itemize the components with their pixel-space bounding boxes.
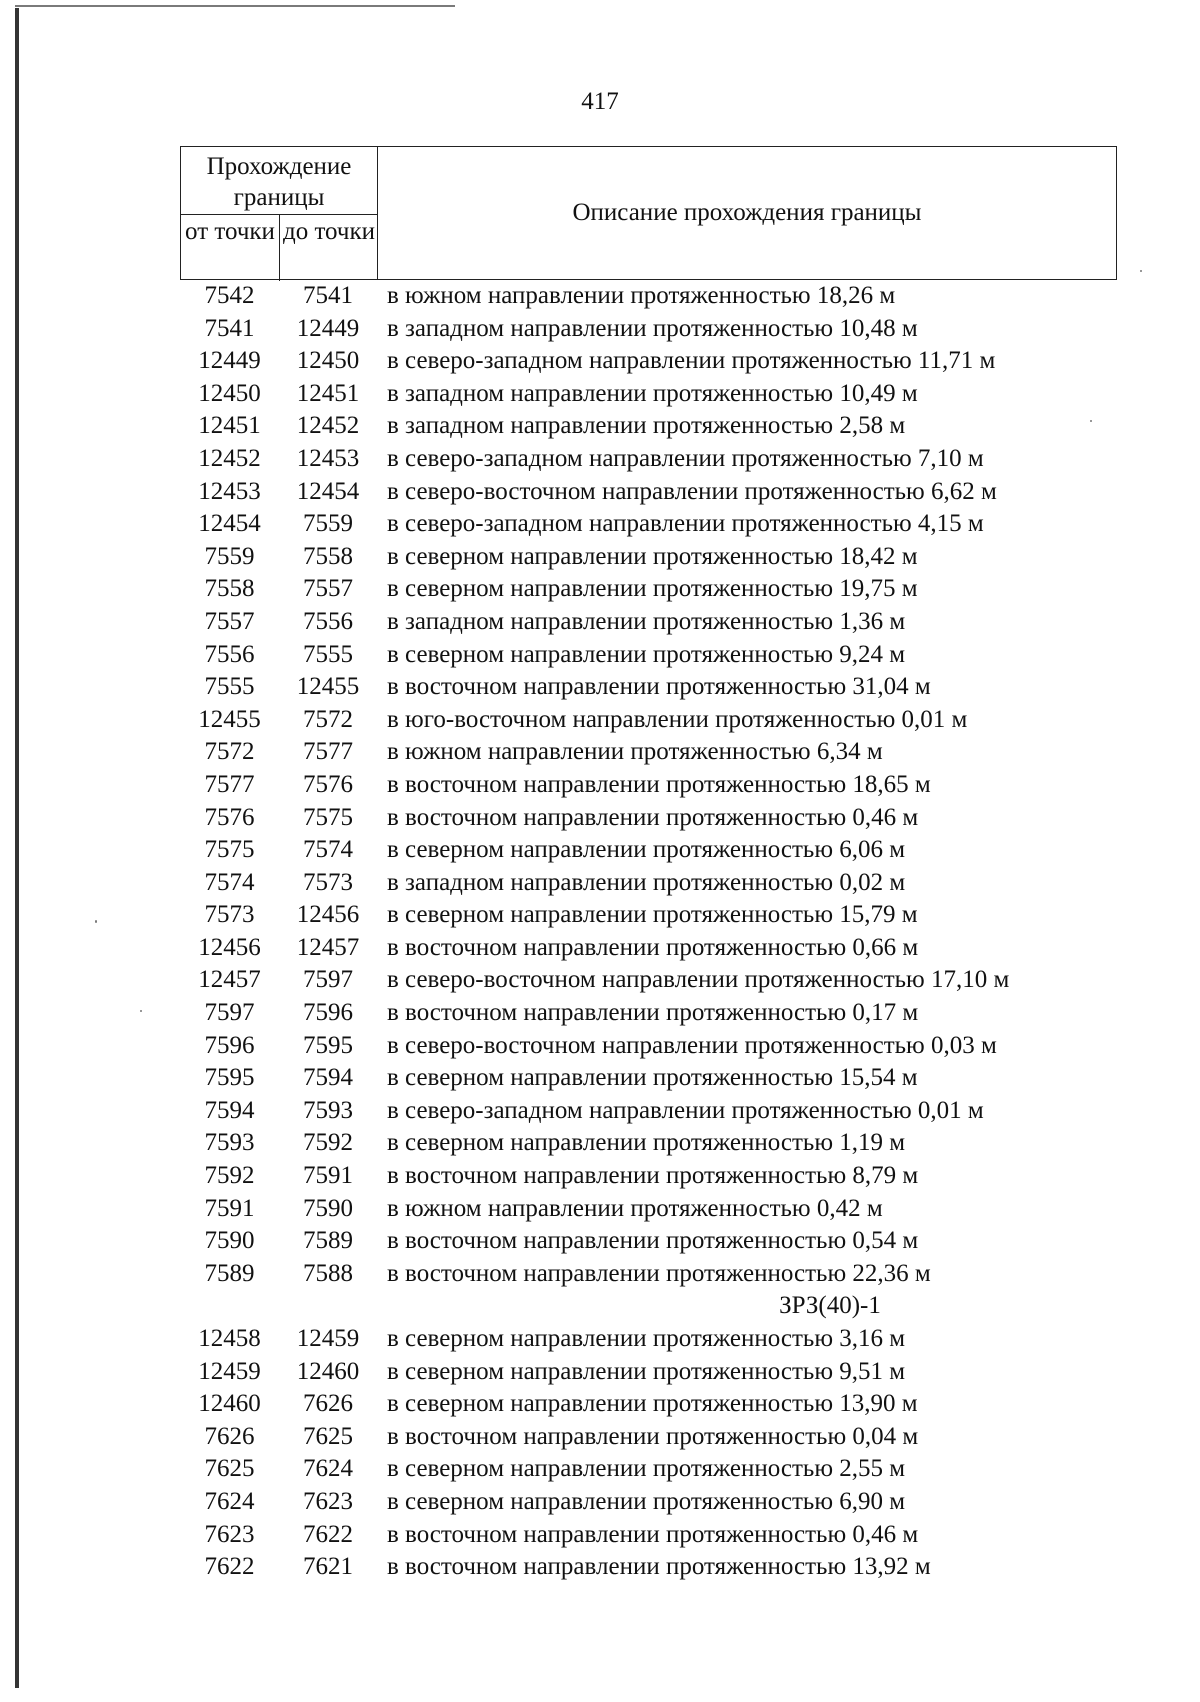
to-point-cell: 7625 (303, 1422, 353, 1450)
description-cell: в северном направлении протяженностью 9,51 м (387, 1357, 906, 1385)
from-point-cell: 7595 (204, 1064, 255, 1092)
from-point-cell: 7592 (204, 1162, 255, 1190)
table-row (0, 443, 1200, 476)
table-row (0, 1453, 1200, 1486)
to-point-cell: 12460 (296, 1357, 360, 1385)
from-point-cell: 7597 (204, 999, 255, 1027)
header-from-point: от точки (181, 215, 280, 281)
description-cell: в восточном направлении протяженностью 0,54 м (387, 1227, 919, 1255)
table-row (0, 1323, 1200, 1356)
to-point-cell: 7541 (303, 282, 353, 309)
to-point-cell: 12457 (296, 933, 360, 961)
description-cell: в северо-восточном направлении протяженностью 17,10 м (387, 966, 1010, 994)
to-point-cell: 7597 (303, 966, 353, 994)
description-cell: в западном направлении протяженностью 10,49 м (387, 379, 918, 407)
from-point-cell: 7623 (204, 1520, 255, 1548)
table-row (0, 802, 1200, 835)
from-point-cell: 7575 (204, 836, 255, 864)
to-point-cell: 12459 (296, 1325, 360, 1352)
description-cell: в северном направлении протяженностью 9,24 м (387, 640, 906, 668)
page-number: 417 (581, 88, 619, 115)
to-point-cell: 7575 (303, 803, 353, 831)
description-cell: в юго-восточном направлении протяженностью 0,01 м (387, 705, 968, 733)
from-point-cell: 7542 (204, 282, 255, 309)
scan-speck (1090, 420, 1092, 422)
from-point-cell: 7594 (204, 1096, 255, 1124)
to-point-cell: 7592 (303, 1129, 353, 1157)
table-row (0, 313, 1200, 346)
description-cell: в северо-западном направлении протяженностью 0,01 м (387, 1096, 984, 1124)
to-point-cell: 12450 (296, 347, 360, 375)
from-point-cell: 7589 (204, 1259, 255, 1287)
header-description: Описание прохождения границы (572, 199, 922, 226)
description-cell: в южном направлении протяженностью 0,42 м (387, 1194, 883, 1222)
from-point-cell: 7622 (204, 1553, 255, 1581)
from-point-cell: 12451 (198, 412, 261, 440)
to-point-cell: 12454 (296, 477, 360, 505)
description-cell: в северном направлении протяженностью 1,19 м (387, 1129, 906, 1157)
to-point-cell: 7572 (303, 705, 353, 733)
table-row (0, 1258, 1200, 1291)
from-point-cell: 7596 (204, 1031, 255, 1059)
description-cell: в западном направлении протяженностью 10,48 м (387, 314, 918, 342)
to-point-cell: 7557 (303, 575, 353, 603)
from-point-cell: 7626 (204, 1422, 255, 1450)
from-point-cell: 12459 (198, 1357, 261, 1385)
description-cell: в южном направлении протяженностью 6,34 м (387, 738, 883, 766)
from-point-cell: 7572 (204, 738, 255, 766)
description-cell: в северном направлении протяженностью 18,42 м (387, 542, 918, 570)
table-row (0, 1095, 1200, 1128)
to-point-cell: 12453 (296, 444, 360, 472)
to-point-cell: 12452 (296, 412, 360, 440)
description-cell: в восточном направлении протяженностью 0,04 м (387, 1422, 919, 1450)
description-cell: в северо-западном направлении протяженностью 4,15 м (387, 510, 984, 538)
table-row (0, 1356, 1200, 1389)
table-row (0, 769, 1200, 802)
table-row (0, 410, 1200, 443)
to-point-cell: 12456 (296, 901, 360, 929)
from-point-cell: 12453 (198, 477, 261, 505)
description-cell: в западном направлении протяженностью 2,58 м (387, 412, 906, 440)
description-cell: в восточном направлении протяженностью 31,04 м (387, 673, 931, 701)
description-cell: в северном направлении протяженностью 19,75 м (387, 575, 918, 603)
to-point-cell: 7574 (303, 836, 353, 864)
description-cell: в западном направлении протяженностью 0,02 м (387, 868, 906, 896)
table-row (0, 834, 1200, 867)
description-cell: в северо-восточном направлении протяженностью 6,62 м (387, 477, 997, 505)
to-point-cell: 7594 (303, 1064, 353, 1092)
to-point-cell: 7555 (303, 640, 353, 668)
from-point-cell: 7573 (204, 901, 255, 929)
to-point-cell: 7577 (303, 738, 353, 766)
table-row (0, 671, 1200, 704)
header-to-point: до точки (282, 218, 376, 245)
from-point-cell: 7557 (204, 607, 255, 635)
from-point-cell: 7558 (204, 575, 255, 603)
table-row (0, 280, 1200, 313)
table-row (0, 1225, 1200, 1258)
from-point-cell: 12457 (198, 966, 261, 994)
table-row (0, 345, 1200, 378)
scan-speck (1140, 270, 1142, 272)
description-cell: в западном направлении протяженностью 1,36 м (387, 607, 906, 635)
table-row (0, 736, 1200, 769)
to-point-cell: 7559 (303, 510, 353, 538)
to-point-cell: 7558 (303, 542, 353, 570)
to-point-cell: 7623 (303, 1487, 353, 1515)
to-point-cell: 12455 (296, 673, 360, 701)
from-point-cell: 12449 (198, 347, 261, 375)
description-cell: в северо-западном направлении протяженностью 11,71 м (387, 347, 996, 375)
scan-speck (95, 920, 97, 923)
from-point-cell: 7624 (204, 1487, 255, 1515)
from-point-cell: 12452 (198, 444, 261, 472)
table-row (0, 1551, 1200, 1584)
from-point-cell: 12458 (198, 1325, 261, 1352)
table-row (0, 1127, 1200, 1160)
table-row (0, 1486, 1200, 1519)
to-point-cell: 7624 (303, 1455, 353, 1483)
description-cell: в северном направлении протяженностью 6,90 м (387, 1487, 906, 1515)
description-cell: в восточном направлении протяженностью 0,46 м (387, 803, 919, 831)
table-row (0, 964, 1200, 997)
table-row (0, 1421, 1200, 1454)
section-title: ЗРЗ(40)-1 (779, 1292, 881, 1320)
description-cell: в восточном направлении протяженностью 22,36 м (387, 1259, 931, 1287)
to-point-cell: 7556 (303, 607, 353, 635)
from-point-cell: 12456 (198, 933, 261, 961)
table-row (0, 508, 1200, 541)
from-point-cell: 7556 (204, 640, 255, 668)
description-cell: в восточном направлении протяженностью 8,79 м (387, 1162, 919, 1190)
from-point-cell: 7577 (204, 770, 255, 798)
table-row (0, 1062, 1200, 1095)
table-row (0, 899, 1200, 932)
table-row (0, 867, 1200, 900)
table-row (0, 606, 1200, 639)
section-heading-row (0, 1290, 1200, 1323)
table-body (0, 280, 1200, 1584)
table-header (180, 146, 1117, 280)
description-cell: в северном направлении протяженностью 3,16 м (387, 1325, 906, 1352)
from-point-cell: 12455 (198, 705, 261, 733)
description-cell: в восточном направлении протяженностью 0,46 м (387, 1520, 919, 1548)
from-point-cell: 12450 (198, 379, 261, 407)
from-point-cell: 7555 (204, 673, 255, 701)
to-point-cell: 7621 (303, 1553, 353, 1581)
description-cell: в восточном направлении протяженностью 0,17 м (387, 999, 919, 1027)
to-point-cell: 12449 (296, 314, 360, 342)
table-row (0, 573, 1200, 606)
from-point-cell: 7574 (204, 868, 255, 896)
table-row (0, 476, 1200, 509)
description-cell: в восточном направлении протяженностью 0,66 м (387, 933, 919, 961)
description-cell: в северном направлении протяженностью 6,06 м (387, 836, 906, 864)
to-point-cell: 7596 (303, 999, 353, 1027)
to-point-cell: 7588 (303, 1259, 353, 1287)
to-point-cell: 7626 (303, 1390, 353, 1418)
to-point-cell: 7591 (303, 1162, 353, 1190)
scan-speck (140, 1010, 142, 1012)
description-cell: в восточном направлении протяженностью 18,65 м (387, 770, 931, 798)
description-cell: в южном направлении протяженностью 18,26 м (387, 282, 896, 309)
to-point-cell: 7573 (303, 868, 353, 896)
to-point-cell: 7590 (303, 1194, 353, 1222)
to-point-cell: 7595 (303, 1031, 353, 1059)
scan-edge-top (15, 5, 455, 7)
from-point-cell: 7576 (204, 803, 255, 831)
description-cell: в северном направлении протяженностью 15,54 м (387, 1064, 918, 1092)
table-row (0, 541, 1200, 574)
from-point-cell: 7591 (204, 1194, 255, 1222)
table-row (0, 704, 1200, 737)
from-point-cell: 7625 (204, 1455, 255, 1483)
description-cell: в северном направлении протяженностью 13,90 м (387, 1390, 918, 1418)
to-point-cell: 12451 (296, 379, 360, 407)
to-point-cell: 7589 (303, 1227, 353, 1255)
table-row (0, 932, 1200, 965)
from-point-cell: 7541 (204, 314, 255, 342)
table-row (0, 1030, 1200, 1063)
to-point-cell: 7622 (303, 1520, 353, 1548)
header-passage: Прохождение границы (181, 147, 377, 215)
table-row (0, 997, 1200, 1030)
table-row (0, 1160, 1200, 1193)
from-point-cell: 12460 (198, 1390, 261, 1418)
table-row (0, 1519, 1200, 1552)
description-cell: в северном направлении протяженностью 15,79 м (387, 901, 918, 929)
description-cell: в восточном направлении протяженностью 13,92 м (387, 1553, 931, 1581)
to-point-cell: 7576 (303, 770, 353, 798)
table-row (0, 1388, 1200, 1421)
from-point-cell: 7593 (204, 1129, 255, 1157)
from-point-cell: 12454 (198, 510, 261, 538)
table-row (0, 378, 1200, 411)
description-cell: в северном направлении протяженностью 2,55 м (387, 1455, 906, 1483)
table-row (0, 639, 1200, 672)
table-row (0, 1193, 1200, 1226)
to-point-cell: 7593 (303, 1096, 353, 1124)
description-cell: в северо-западном направлении протяженностью 7,10 м (387, 444, 984, 472)
from-point-cell: 7590 (204, 1227, 255, 1255)
from-point-cell: 7559 (204, 542, 255, 570)
header-passage-group (181, 147, 378, 279)
description-cell: в северо-восточном направлении протяженностью 0,03 м (387, 1031, 997, 1059)
